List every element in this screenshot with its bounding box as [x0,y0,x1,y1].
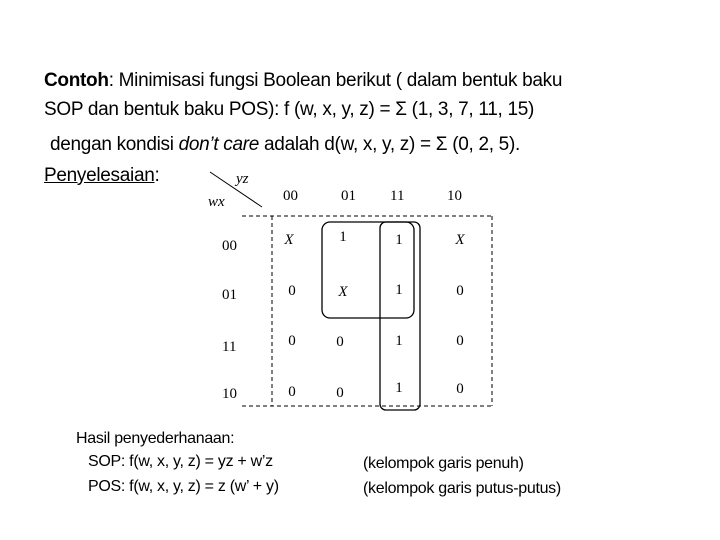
kmap-cell-3-1: 0 [336,385,344,401]
text-line-2: SOP dan bentuk baku POS): f (w, x, y, z) = Σ (1, 3, 7, 11, 15) [44,99,535,120]
dont-care-text: don’t care [178,134,260,155]
kmap-cell-0-1: 1 [339,229,347,245]
kmap-cell-1-3: 0 [456,283,464,299]
kmap-cell-3-0: 0 [288,384,296,400]
row-header-00: 00 [222,238,237,254]
row-header-10: 10 [222,386,237,402]
row-header-11: 11 [222,339,237,355]
kmap-cell-0-2: 1 [395,232,403,248]
row-header-01: 01 [222,287,237,303]
pos-note: (kelompok garis putus-putus) [363,480,561,497]
kmap-cell-2-2: 1 [395,333,403,349]
kmap-cell-0-0: X [284,232,294,248]
penyelesaian-label: Penyelesaian [44,165,155,186]
col-header-10: 10 [447,188,462,204]
result-heading: Hasil penyederhanaan: [76,430,235,447]
contoh-label: Contoh [44,70,109,91]
kmap-cell-1-1: X [338,284,348,300]
col-header-11: 11 [390,188,405,204]
kmap-cell-1-0: 0 [288,283,296,299]
row-var-label: wx [208,194,225,210]
sop-result: SOP: f(w, x, y, z) = yz + w’z [88,453,273,470]
col-header-00: 00 [283,188,298,204]
kmap-cell-2-0: 0 [288,333,296,349]
pos-result: POS: f(w, x, y, z) = z (w’ + y) [88,478,279,495]
text-line-3: dengan kondisi don’t care adalah d(w, x, y, z) = Σ (0, 2, 5). [50,134,520,155]
kmap-cell-2-1: 0 [336,334,344,350]
kmap-cell-3-2: 1 [395,380,403,396]
kmap-cell-1-2: 1 [395,282,403,298]
col-header-01: 01 [341,188,356,204]
kmap-cell-2-3: 0 [456,333,464,349]
kmap-cell-3-3: 0 [456,381,464,397]
col-var-label: yz [236,171,249,187]
penyelesaian-line: Penyelesaian: [44,165,160,186]
line1-text: : Minimisasi fungsi Boolean berikut ( dalam bentuk baku [108,70,563,91]
kmap-cell-0-3: X [455,232,465,248]
sop-note: (kelompok garis penuh) [363,455,524,472]
